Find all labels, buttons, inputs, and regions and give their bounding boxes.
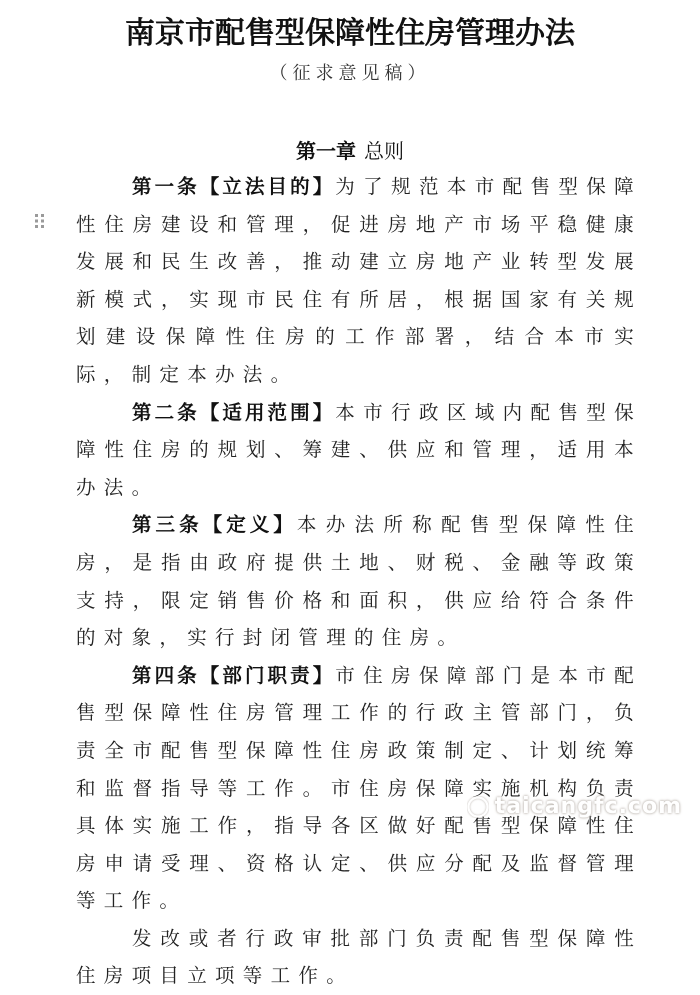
article-4-paragraph-2-text: 发改或者行政审批部门负责配售型保障性住房项目立项等工作。 bbox=[76, 926, 642, 988]
article-3-heading: 第三条【定义】 bbox=[132, 513, 297, 537]
smiley-icon bbox=[467, 796, 489, 818]
chapter-heading bbox=[0, 136, 700, 166]
document-title: 南京市配售型保障性住房管理办法 bbox=[125, 16, 575, 51]
chapter-number: 第一章 bbox=[296, 139, 356, 163]
article-2-heading: 第二条【适用范围】 bbox=[132, 400, 336, 424]
article-1 bbox=[76, 168, 642, 394]
article-4-paragraph-2 bbox=[76, 920, 642, 995]
article-4-text: 市住房保障部门是本市配售型保障性住房管理工作的行政主管部门，负责全市配售型保障性住房政策制定、计划统筹和监督指导等工作。市住房保障实施机构负责具体实施工作，指导各区做好配售型保障性住房申请受理、资格认定、供应分配及监督管理等工作。 bbox=[76, 663, 642, 913]
article-1-heading: 第一条【立法目的】 bbox=[132, 175, 336, 198]
watermark-text: taicangfc.com bbox=[494, 794, 682, 819]
article-3 bbox=[76, 506, 642, 656]
article-1-text: 为了规范本市配售型保障性住房建设和管理，促进房地产市场平稳健康发展和民生改善，推动建立房地产业转型发展新模式，实现市民住有所居，根据国家有关规划建设保障性住房的工作部署，结合本市实际，制定本办法。 bbox=[76, 175, 642, 386]
article-2-text: 本市行政区域内配售型保障性住房的规划、筹建、供应和管理，适用本办法。 bbox=[76, 400, 642, 499]
document-body bbox=[76, 168, 642, 995]
chapter-name: 总则 bbox=[364, 139, 404, 163]
watermark bbox=[467, 794, 682, 819]
document-subtitle: （征求意见稿） bbox=[269, 63, 431, 84]
article-3-text: 本办法所称配售型保障性住房，是指由政府提供土地、财税、金融等政策支持，限定销售价格和面积，供应给符合条件的对象，实行封闭管理的住房。 bbox=[76, 513, 642, 650]
article-2 bbox=[76, 394, 642, 507]
drag-handle-icon[interactable] bbox=[34, 213, 46, 229]
article-4 bbox=[76, 657, 642, 920]
article-4-heading: 第四条【部门职责】 bbox=[132, 663, 336, 687]
